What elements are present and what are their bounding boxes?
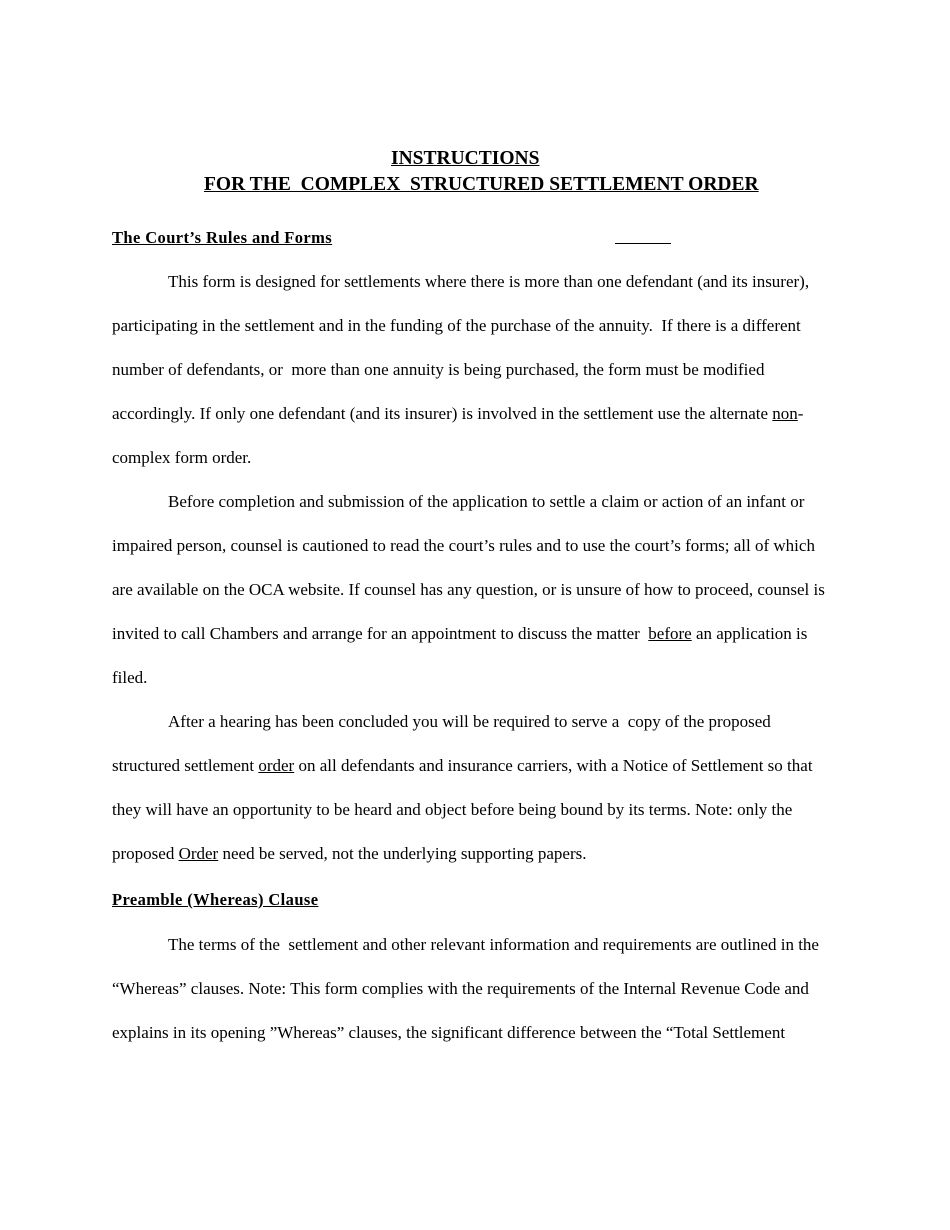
text-span: an application is bbox=[691, 624, 808, 643]
paragraph-line: After a hearing has been concluded you will be required to serve a copy of the proposed bbox=[168, 712, 771, 731]
paragraph-line bbox=[112, 624, 807, 644]
blank-underline bbox=[615, 243, 671, 244]
document-title: INSTRUCTIONS bbox=[391, 148, 540, 169]
paragraph-line: This form is designed for settlements where there is more than one defendant (and its insurer), bbox=[168, 272, 810, 291]
underlined-word: order bbox=[258, 756, 295, 775]
section-heading-preamble: Preamble (Whereas) Clause bbox=[112, 890, 319, 909]
paragraph-line: are available on the OCA website. If counsel has any question, or is unsure of how to proceed, counsel is bbox=[112, 580, 825, 599]
section-heading-rules-forms: The Court’s Rules and Forms bbox=[112, 228, 333, 247]
text-span: on all defendants and insurance carriers, with a Notice of Settlement so that bbox=[294, 756, 813, 775]
underlined-word: non bbox=[772, 404, 798, 423]
text-span: - bbox=[797, 404, 804, 423]
underlined-word: Order bbox=[178, 844, 219, 863]
paragraph-line bbox=[112, 756, 813, 776]
text-span: need be served, not the underlying supporting papers. bbox=[218, 844, 587, 863]
paragraph-line: participating in the settlement and in the funding of the purchase of the annuity. If there is a different bbox=[112, 316, 801, 335]
paragraph-line: number of defendants, or more than one annuity is being purchased, the form must be modified bbox=[112, 360, 765, 379]
text-span: accordingly. If only one defendant (and its insurer) is involved in the settlement use the alternate bbox=[112, 404, 773, 423]
paragraph-line bbox=[112, 404, 803, 424]
paragraph-line: impaired person, counsel is cautioned to read the court’s rules and to use the court’s forms; all of which bbox=[112, 536, 815, 555]
paragraph-line: Before completion and submission of the application to settle a claim or action of an infant or bbox=[168, 492, 805, 511]
paragraph-line: filed. bbox=[112, 668, 148, 687]
underlined-word: before bbox=[648, 624, 692, 643]
paragraph-line bbox=[112, 844, 586, 864]
paragraph-line: The terms of the settlement and other relevant information and requirements are outlined in the bbox=[168, 935, 819, 954]
document-subtitle: FOR THE COMPLEX STRUCTURED SETTLEMENT ORDER bbox=[204, 174, 759, 195]
paragraph-line: “Whereas” clauses. Note: This form complies with the requirements of the Internal Revenue Code and bbox=[112, 979, 809, 998]
paragraph-line: complex form order. bbox=[112, 448, 252, 467]
text-span: proposed bbox=[112, 844, 179, 863]
paragraph-line: explains in its opening ”Whereas” clauses, the significant difference between the “Total Settlement bbox=[112, 1023, 786, 1042]
text-span: invited to call Chambers and arrange for an appointment to discuss the matter bbox=[112, 624, 649, 643]
text-span: structured settlement bbox=[112, 756, 259, 775]
paragraph-line: they will have an opportunity to be heard and object before being bound by its terms. Note: only the bbox=[112, 800, 793, 819]
